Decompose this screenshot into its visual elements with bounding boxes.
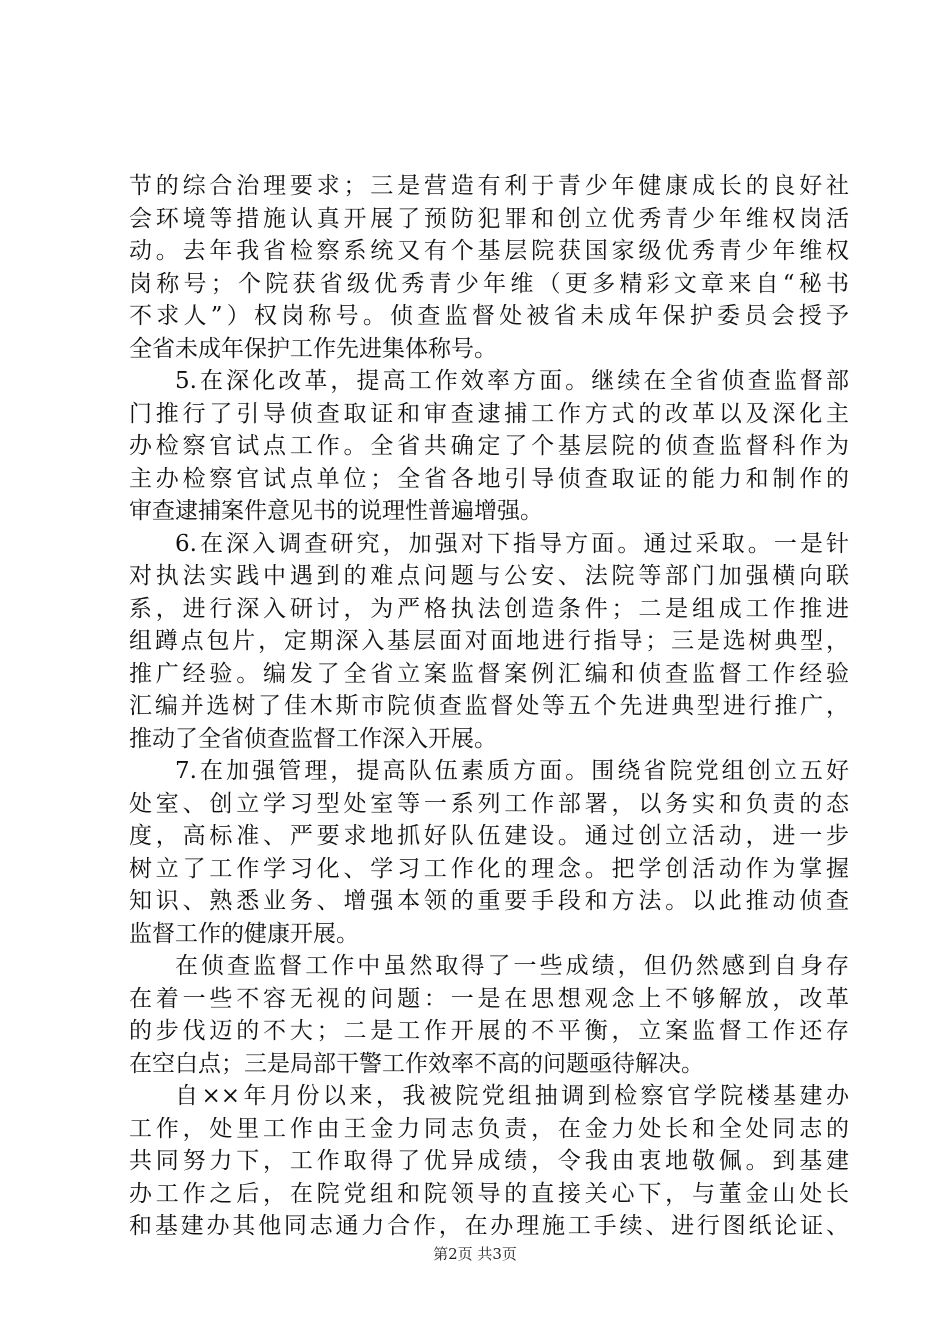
paragraph-first-line: 7.在加强管理，提高队伍素质方面。围绕省院党组创立五好 xyxy=(175,758,849,784)
text-line: 共同努力下，工作取得了优异成绩，令我由衷地敬佩。到基建 xyxy=(129,1148,849,1174)
text-line: 会环境等措施认真开展了预防犯罪和创立优秀青少年维权岗活 xyxy=(129,205,849,232)
text-line: 办检察官试点工作。全省共确定了个基层院的侦查监督科作为 xyxy=(129,433,849,459)
text-line: 对执法实践中遇到的难点问题与公安、法院等部门加强横向联 xyxy=(129,563,849,589)
paragraph-first-line: 6.在深入调查研究，加强对下指导方面。通过采取。一是针 xyxy=(175,530,849,557)
text-line: 全省未成年保护工作先进集体称号。 xyxy=(129,335,497,362)
text-line: 汇编并选树了佳木斯市院侦查监督处等五个先进典型进行推广， xyxy=(129,693,849,719)
text-line: 在空白点；三是局部干警工作效率不高的问题亟待解决。 xyxy=(129,1050,704,1077)
paragraph-first-line: 在侦查监督工作中虽然取得了一些成绩，但仍然感到自身存 xyxy=(175,953,849,979)
text-line: 树立了工作学习化、学习工作化的理念。把学创活动作为掌握 xyxy=(129,855,849,882)
document-body xyxy=(129,170,849,1243)
text-line: 的步伐迈的不大；二是工作开展的不平衡，立案监督工作还存 xyxy=(129,1018,849,1044)
paragraph-first-line: 5.在深化改革，提高工作效率方面。继续在全省侦查监督部 xyxy=(175,368,849,394)
text-line: 办工作之后，在院党组和院领导的直接关心下，与董金山处长 xyxy=(129,1180,849,1207)
page-number-footer: 第2页 共3页 xyxy=(433,1245,517,1263)
text-line: 工作，处里工作由王金力同志负责，在金力处长和全处同志的 xyxy=(129,1115,849,1142)
text-line: 组蹲点包片，定期深入基层面对面地进行指导；三是选树典型， xyxy=(129,628,849,654)
text-line: 推动了全省侦查监督工作深入开展。 xyxy=(129,725,497,752)
text-line: 主办检察官试点单位；全省各地引导侦查取证的能力和制作的 xyxy=(129,465,849,492)
text-line: 推广经验。编发了全省立案监督案例汇编和侦查监督工作经验 xyxy=(129,660,849,687)
text-line: 和基建办其他同志通力合作，在办理施工手续、进行图纸论证、 xyxy=(129,1213,849,1239)
text-line: 知识、熟悉业务、增强本领的重要手段和方法。以此推动侦查 xyxy=(129,888,849,914)
text-line: 处室、创立学习型处室等一系列工作部署，以务实和负责的态 xyxy=(129,790,849,817)
text-line: 岗称号；个院获省级优秀青少年维（更多精彩文章来自“秘书 xyxy=(129,270,849,297)
text-line: 动。去年我省检察系统又有个基层院获国家级优秀青少年维权 xyxy=(129,238,849,264)
paragraph-first-line: 自××年月份以来，我被院党组抽调到检察官学院楼基建办 xyxy=(175,1083,849,1109)
text-line: 节的综合治理要求；三是营造有利于青少年健康成长的良好社 xyxy=(129,173,849,199)
text-line: 不求人”）权岗称号。侦查监督处被省未成年保护委员会授予 xyxy=(129,303,849,329)
text-line: 系，进行深入研讨，为严格执法创造条件；二是组成工作推进 xyxy=(129,595,849,622)
text-line: 审查逮捕案件意见书的说理性普遍增强。 xyxy=(129,498,543,524)
text-line: 在着一些不容无视的问题：一是在思想观念上不够解放，改革 xyxy=(129,985,849,1012)
text-line: 门推行了引导侦查取证和审查逮捕工作方式的改革以及深化主 xyxy=(129,400,849,427)
text-line: 度，高标准、严要求地抓好队伍建设。通过创立活动，进一步 xyxy=(129,823,849,849)
text-line: 监督工作的健康开展。 xyxy=(129,920,359,947)
